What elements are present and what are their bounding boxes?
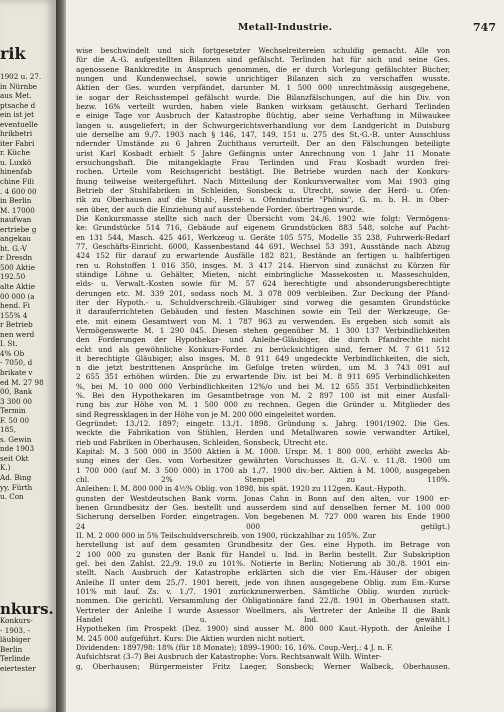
text-line: it berechtigte Gläubiger, also insges. M. 8 911 649 ungedeckte Verbindlichkeiten, die sich, [76, 353, 450, 363]
text-line: urist Karl Kosbadt erhielt 5 Jahre Gefängnis unter Anrechnung von 1 Jahr 11 Monate [76, 148, 450, 158]
text-line: ptsache d [0, 100, 36, 110]
text-line: ersuchungshaft. Die mitangeklagte Frau Terlinden und Frau Kosbadt wurden frei- [76, 157, 450, 167]
text-line: Anleihen: I. M. 800 000 in 4½% Oblig. von 1898, bis spät. 1920 zu 112gen. Kaut.-Hypoth. [76, 484, 407, 494]
text-line: fnung teilweise weitergeführt. Nach Mitteilung der Konkursverwalter vom Mai 1903 ging [76, 176, 450, 186]
text-line: s. Gewin [0, 434, 32, 444]
text-line: in Berlin [0, 196, 32, 206]
text-line: yy, Fürth [0, 482, 33, 492]
text-line: läubiger [0, 635, 31, 645]
text-line: ed M. 27 98 [0, 377, 44, 387]
text-line: Anleihe II unter dem 25./7. 1901 bereit, jede von ihnen ausgegebene Oblig. zum Em.-Kurse [76, 577, 450, 587]
text-line: naufwan [0, 215, 32, 225]
text-line: ke: Grundstücke 514 716, Gebäude auf eigenem Grundstücken 883 548, solche auf Pacht- [76, 223, 450, 233]
text-line: K.) [0, 463, 11, 473]
text-line: chl. 2% Stempel zu 110%. [76, 475, 450, 485]
text-line: Aktien der Ges. wurden verpfändet, darunter M. 1 500 000 unrechtmässig ausgegebene, [76, 83, 450, 93]
text-line: hinenfab [0, 167, 32, 177]
text-line: rieb und Fabriken in Oberhausen, Schleiden, Sonsbeck, Utrecht etc. [76, 437, 328, 447]
text-line: - 7050, d [0, 358, 33, 368]
text-line: Termin [0, 406, 26, 416]
page-number: 747 [473, 21, 496, 34]
text-line: 101% mit lauf. Zs. v. 1./7. 1901 zurückzunerwerben. Sämtliche Oblig. wurden zurück- [76, 587, 450, 597]
text-line: Terlinde [0, 654, 31, 664]
text-line: 00 000 (a [0, 291, 35, 301]
text-line: e einige Tage vor Ausbruch der Katastrophe flüchtig, aber seine Verhaftung in Milwaukee [76, 111, 450, 121]
left-page-heading: rik [0, 44, 26, 63]
text-line: 24 000 getilgt.) [76, 521, 450, 531]
text-line: wise beschwindelt und sich fortgesetzter Wechselreitereien schuldig gemacht. Alle von [76, 46, 450, 55]
text-line: it darauferrichteten Gebäuden und festen Maschinen sowie ein Teil der Werkzeuge, Ge- [76, 307, 450, 317]
text-line: iter Fabri [0, 138, 35, 148]
text-line: Gegründet: 13./12. 1897; eingetr. 13./1. 1898. Gründung s. Jahrg. 1901/1902. Die Ges. [76, 419, 450, 429]
text-line: Hypotheken (im Prospekt (Dez. 1900) sind ausser M. 800 000 Kaut.-Hypoth. der Anleihe I [76, 624, 450, 634]
text-line: M. 245 000 aufgeführt. Kurs: Die Aktien wurden nicht notiert. [76, 633, 306, 643]
text-line: nommen. Die gerichtl. Versammlung der Obligationäre fand 22./8. 1901 in Oberhausen statt. [76, 596, 450, 606]
text-line: gunsten der Westdeutschen Bank vorm. Jonas Cahn in Bonn auf den alten, vor 1900 er- [76, 493, 450, 503]
book-gutter [56, 0, 66, 712]
text-line: ständige Löhne u. Gehälter, Mieten, nicht einbringliche Massekosten u. Masseschulden, [76, 269, 450, 279]
text-line: alte Aktie [0, 282, 35, 292]
text-line: ertriebe g [0, 224, 37, 234]
left-page-lines [0, 72, 56, 502]
text-line: 424 152 für darauf zu erwartende Ausfälle 182 821, Bestände an fertigen u. halbfertigen [76, 251, 450, 261]
text-line: 500 Aktie [0, 262, 35, 272]
text-line: sind Regressklagen in der Höhe von je M. 200 000 eingeleitet worden. [76, 409, 337, 419]
text-line: langen u. ausgeliefert; in der Schwurgerichtsverhandlung vor dem Landgericht in Duisburg [76, 120, 450, 130]
text-line: angekau [0, 234, 32, 244]
text-line: M. 17000 [0, 205, 35, 215]
text-line: %. Bei den Hypothekaren im Gesamtbetrage von M. 2 897 100 ist mit einer Ausfall- [76, 391, 450, 401]
text-line: F. 50 00 [0, 415, 30, 425]
text-line: 1902 u. 27. [0, 72, 42, 81]
text-line: 2 655 351 erhöhen würden. Die zu erwartende Div. ist bei M. 8 911 695 Verbindlichkeiten [76, 372, 450, 382]
text-line: - 1903. - [0, 625, 31, 635]
text-line: 2 100 000 zu gunsten der Bank für Handel u. Ind. in Berlin bestellt. Zur Subskription [76, 549, 450, 559]
text-line: Sicherung derselben Forder. eingetragen. Von begebenen M. 727 000 waren bis Ende 1900 [76, 512, 450, 522]
text-line: elds- u. Verwalt.-Kosten sowie für M. 57 624 berechtigte und absonderungsberechtigte [76, 279, 450, 289]
text-line: 77, Geschäfts-Einricht. 6000, Kassenbestand 44 691, Wechsel 53 391, Ausstände nach Abzug [76, 241, 450, 251]
text-line: en 131 544, Masch. 425 461, Werkzeug u. Geräte 105 575, Modelle 35 238, Fuhrwerk-Bedarf [76, 232, 450, 242]
text-line: hend. Fi [0, 301, 30, 311]
text-line: 1 700 000 (auf M. 3 500 000) in 1700 ab 1./7. 1900 div.-ber. Aktien à M. 1000, ausgegeben [76, 465, 450, 475]
text-line: nde 1903 [0, 444, 35, 454]
text-line: sung eines der Ges. vom Vorbesitzer gewährten Vorschusses lt. G.-V. v. 11./8. 1900 um [76, 456, 450, 466]
text-line: . 4 600 00 [0, 186, 37, 196]
text-line: sen über, der auch die Einziehung auf ausstehende Forder. übertragen wurde. [76, 204, 365, 214]
text-line: I. St. [0, 339, 18, 349]
text-line: 192.50 [0, 272, 26, 282]
text-line: eiertester [0, 663, 36, 673]
running-title: Metall-Industrie. [237, 22, 333, 33]
text-line: ein ist jet [0, 110, 34, 120]
text-line: r Betrieb [0, 320, 33, 330]
text-line: weckte die Fabrikation von Stühlen, Herden und Metallwaren sowie verwandter Artikel, [76, 428, 450, 438]
text-line: seit Okt [0, 453, 29, 463]
text-line: uie derselbe am 9./7. 1903 nach § 146, 147, 149, 151 u. 275 des St.-G.-B. unter Ausschluss [76, 129, 450, 139]
text-line: brikate v [0, 367, 33, 377]
text-line: 155% 4 [0, 310, 28, 320]
text-line: %, bei M. 10 000 000 Verbindlichkeiten 12%/o und bei M. 12 655 351 Verbindlichkeiten [76, 381, 450, 391]
text-line: Vertreter der Anleihe I wurde Assessor Woellmers, als Vertreter der Anleihe II die Bank [76, 605, 450, 615]
text-line: aus Met. [0, 91, 32, 101]
text-line: hrikbetri [0, 129, 33, 139]
text-line: für die A.-G. aufgestellten Bilanzen sind gefälscht. Terlinden hat für sich und seine Ges. [76, 55, 450, 65]
text-line: 3 300 00 [0, 396, 33, 406]
text-line: nen werd [0, 329, 35, 339]
text-line: rochen. Urteile vom Reichsgericht bestätigt. Die Betriebe wurden nach der Konkurs- [76, 167, 450, 177]
text-line: ie sogar der Reichsstempel gefälscht wurde. Die Bilanzfälschungen, auf die hin Div. von [76, 92, 450, 102]
text-line: herstellung ist auf dem gesamten Grundbesitz der Ges. eine Hypoth. im Betrage von [76, 540, 450, 550]
text-line: Dividenden: 1897/98: 18% (für 18 Monate); 1899–1900: 16, 16%. Coup.-Verj.: 4 J. n. F. [76, 643, 394, 652]
text-line: Kapital: M. 3 500 000 in 3500 Aktien à M. 1000. Urspr. M. 1 800 000, erhöht zwecks Ab- [76, 447, 450, 457]
text-line: agenossene Bankkredite in Anspruch genommen, die er durch Vorlegung gefälschter Bücher, [76, 64, 450, 74]
text-line: eventuelle [0, 119, 38, 129]
text-line: 00, Bank [0, 387, 33, 397]
text-line: benen Grundbesitz der Ges. bestellt und ausserdem sind auf denselben ferner M. 100 000 [76, 503, 450, 513]
text-line: Vermögenswerte M. 1 290 045. Diesen stehen gegenüber M. 1 300 137 Verbindlichkeiten [76, 325, 450, 335]
text-line: bezw. 16% verteilt wurden, haben viele Banken wirksam getäuscht. Gerhard Terlinden [76, 101, 450, 111]
text-line: den Forderungen der Hypothekar- und Anleihe-Gläubiger, die durch Pfandrechte nicht [76, 335, 450, 345]
left-page-heading-2: nkurs. [0, 600, 54, 618]
text-line: n die jetzt bestrittenen Ansprüche im Gefolge treten würden, um M. 3 743 091 auf [76, 363, 450, 373]
text-line: nungen und Kundenwechsel, sowie unrichtiger Bilanzen sich zu verschaffen wusste. [76, 73, 450, 83]
text-line: Berlin [0, 644, 23, 654]
text-line: ndernder Umstände zu 6 Jahren Zuchthaus verurteilt. Der an den Fälschungen beteiligte [76, 139, 450, 149]
text-line: ht. G.-V [0, 243, 27, 253]
text-line: in Nürnbe [0, 81, 38, 91]
text-line: Handel u. Ind. gewählt.) [76, 615, 450, 625]
text-line: u. Luxkö [0, 157, 32, 167]
text-line: Konkurs- [0, 616, 33, 625]
text-line: r Dresdn [0, 253, 33, 263]
text-line: Ad. Bing [0, 472, 32, 482]
text-line: derungen etc. M. 339 201, sodass noch M. 3 078 009 verbleiben. Zur Deckung der Pfand- [76, 288, 450, 298]
text-line: II. M. 2 000 000 in 5% Teilschuldverschreib. von 1900, rückzahlbar zu 105%. Zur [76, 531, 376, 541]
text-line: eckt und als gewöhnliche Konkurs-Forder. zu berücksichtigen sind, ferner M. 7 611 512 [76, 344, 450, 354]
text-line: ete. mit einem Gesamtwert von M. 1 787 963 zu verwenden. Es ergeben sich somit als [76, 316, 450, 326]
page-header [74, 22, 496, 36]
text-line: stellt. Nach Ausbruch der Katastrophe erklärten sich die vier Em.-Häuser der obigen [76, 568, 450, 578]
text-line: gel. bei den Zahlst. 22./9. 19.0 zu 101%. Notierte in Berlin; Notierung ab 30./8. 1901 ein- [76, 559, 450, 569]
text-line: 185, [0, 425, 17, 435]
right-page [66, 0, 504, 712]
text-line: chine Fili [0, 177, 35, 187]
text-line: g, Oberhausen; Bürgermeister Fritz Laeger, Sonsbeck; Werner Walbeck, Oberhausen. [76, 661, 450, 671]
text-line: rung bis zur Höhe von M. 1 500 000 zu rechnen. Gegen die Gründer u. Mitglieder des [76, 400, 450, 410]
text-line: Aufsichtsrat (3–7) Bei Ausbruch der Katastrophe: Vors. Rechtsanwalt Wilh. Winter- [76, 652, 382, 662]
text-line: ren u. Rohstoffen 1 016 350, insges. M. 3 417 214. Hiervon sind zunächst zu Kürzen für [76, 260, 450, 270]
text-line: 4% Ob [0, 348, 25, 358]
text-line: Betrieb der Stuhlfabriken in Schleiden, Sonsbeck u. Utrecht, sowie der Herd- u. Ofen- [76, 185, 450, 195]
left-page-lines-2 [0, 616, 56, 673]
text-line: rik zu Oberhausen auf die Stuhl-, Herd- u. Ofenindustrie "Phönix", G. m. b. H. in Ober- [76, 195, 450, 205]
text-line: Die Konkursmasse stellte sich nach der Übersicht vom 24./6. 1902 wie folgt: Vermögens- [76, 213, 450, 223]
text-line: r. Küche [0, 148, 30, 158]
left-page-fragment [0, 0, 56, 712]
text-line: iter der Hypoth.- u. Schuldverschreib.-Gläubiger sind vorweg die gesamten Grundstücke [76, 297, 450, 307]
text-line: u. Con [0, 492, 24, 502]
body-text [76, 46, 450, 671]
